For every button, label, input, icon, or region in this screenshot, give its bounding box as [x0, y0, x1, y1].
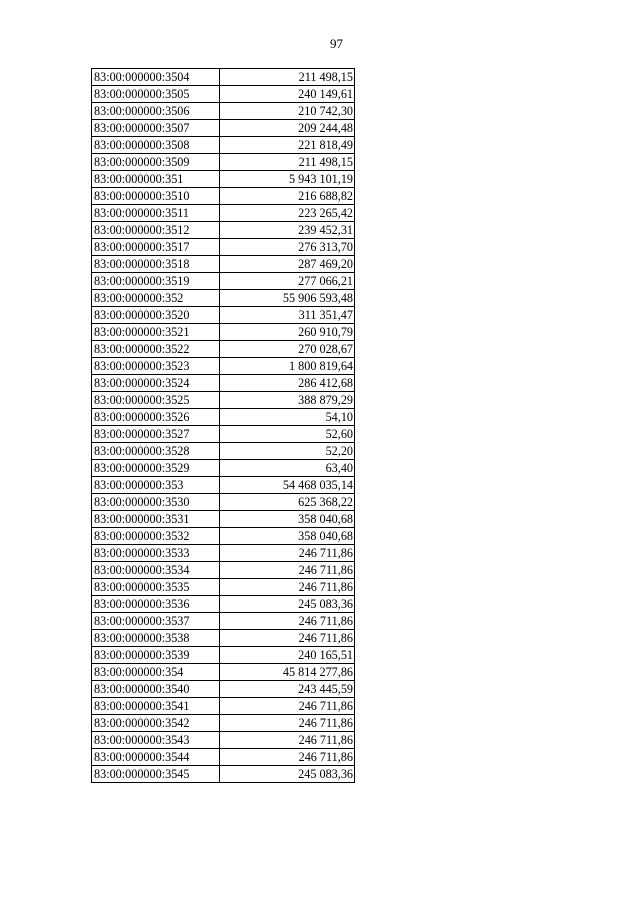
cadastral-number-cell: 83:00:000000:3522 [92, 341, 220, 358]
cadastral-number-cell: 83:00:000000:3509 [92, 154, 220, 171]
table-row [92, 528, 355, 545]
value-cell: 5 943 101,19 [220, 171, 355, 188]
table-row [92, 494, 355, 511]
table-row [92, 511, 355, 528]
value-cell: 239 452,31 [220, 222, 355, 239]
value-cell: 245 083,36 [220, 596, 355, 613]
table-row [92, 69, 355, 86]
cadastral-number-cell: 83:00:000000:3527 [92, 426, 220, 443]
table-row [92, 477, 355, 494]
cadastral-number-cell: 83:00:000000:3528 [92, 443, 220, 460]
cadastral-number-cell: 83:00:000000:3525 [92, 392, 220, 409]
table-row [92, 222, 355, 239]
value-cell: 246 711,86 [220, 698, 355, 715]
value-cell: 246 711,86 [220, 545, 355, 562]
value-cell: 246 711,86 [220, 749, 355, 766]
value-cell: 211 498,15 [220, 69, 355, 86]
table-row [92, 715, 355, 732]
cadastral-number-cell: 83:00:000000:3533 [92, 545, 220, 562]
cadastral-table-container [91, 68, 355, 783]
table-row [92, 307, 355, 324]
table-row [92, 460, 355, 477]
cadastral-number-cell: 83:00:000000:3535 [92, 579, 220, 596]
cadastral-number-cell: 83:00:000000:3512 [92, 222, 220, 239]
value-cell: 52,60 [220, 426, 355, 443]
table-row [92, 630, 355, 647]
cadastral-number-cell: 83:00:000000:3523 [92, 358, 220, 375]
cadastral-number-cell: 83:00:000000:3541 [92, 698, 220, 715]
cadastral-number-cell: 83:00:000000:3534 [92, 562, 220, 579]
cadastral-number-cell: 83:00:000000:3537 [92, 613, 220, 630]
table-row [92, 273, 355, 290]
table-row [92, 613, 355, 630]
table-row [92, 256, 355, 273]
cadastral-number-cell: 83:00:000000:3540 [92, 681, 220, 698]
value-cell: 55 906 593,48 [220, 290, 355, 307]
value-cell: 246 711,86 [220, 579, 355, 596]
table-row [92, 324, 355, 341]
table-row [92, 545, 355, 562]
value-cell: 388 879,29 [220, 392, 355, 409]
cadastral-number-cell: 83:00:000000:353 [92, 477, 220, 494]
table-row [92, 647, 355, 664]
value-cell: 246 711,86 [220, 613, 355, 630]
value-cell: 358 040,68 [220, 528, 355, 545]
value-cell: 1 800 819,64 [220, 358, 355, 375]
value-cell: 277 066,21 [220, 273, 355, 290]
table-row [92, 341, 355, 358]
table-row [92, 596, 355, 613]
table-row [92, 358, 355, 375]
value-cell: 246 711,86 [220, 630, 355, 647]
value-cell: 245 083,36 [220, 766, 355, 783]
table-body [92, 69, 355, 783]
cadastral-number-cell: 83:00:000000:3526 [92, 409, 220, 426]
cadastral-number-cell: 83:00:000000:3508 [92, 137, 220, 154]
table-row [92, 137, 355, 154]
cadastral-number-cell: 83:00:000000:354 [92, 664, 220, 681]
value-cell: 276 313,70 [220, 239, 355, 256]
page-number: 97 [330, 36, 343, 51]
value-cell: 243 445,59 [220, 681, 355, 698]
value-cell: 246 711,86 [220, 732, 355, 749]
value-cell: 246 711,86 [220, 715, 355, 732]
cadastral-number-cell: 83:00:000000:351 [92, 171, 220, 188]
table-row [92, 426, 355, 443]
value-cell: 311 351,47 [220, 307, 355, 324]
value-cell: 246 711,86 [220, 562, 355, 579]
cadastral-number-cell: 83:00:000000:3539 [92, 647, 220, 664]
cadastral-number-cell: 83:00:000000:3530 [92, 494, 220, 511]
cadastral-number-cell: 83:00:000000:3511 [92, 205, 220, 222]
table-row [92, 562, 355, 579]
cadastral-number-cell: 83:00:000000:3544 [92, 749, 220, 766]
table-row [92, 664, 355, 681]
value-cell: 358 040,68 [220, 511, 355, 528]
cadastral-number-cell: 83:00:000000:3517 [92, 239, 220, 256]
cadastral-number-cell: 83:00:000000:3532 [92, 528, 220, 545]
value-cell: 287 469,20 [220, 256, 355, 273]
table-row [92, 766, 355, 783]
table-row [92, 732, 355, 749]
cadastral-number-cell: 83:00:000000:3510 [92, 188, 220, 205]
value-cell: 240 165,51 [220, 647, 355, 664]
cadastral-number-cell: 83:00:000000:3520 [92, 307, 220, 324]
value-cell: 45 814 277,86 [220, 664, 355, 681]
value-cell: 286 412,68 [220, 375, 355, 392]
value-cell: 210 742,30 [220, 103, 355, 120]
cadastral-number-cell: 83:00:000000:3536 [92, 596, 220, 613]
table-row [92, 171, 355, 188]
table-row [92, 120, 355, 137]
cadastral-number-cell: 83:00:000000:3507 [92, 120, 220, 137]
table-row [92, 375, 355, 392]
cadastral-number-cell: 83:00:000000:3504 [92, 69, 220, 86]
table-row [92, 409, 355, 426]
cadastral-number-cell: 83:00:000000:352 [92, 290, 220, 307]
table-row [92, 205, 355, 222]
value-cell: 209 244,48 [220, 120, 355, 137]
table-row [92, 392, 355, 409]
table-row [92, 154, 355, 171]
cadastral-number-cell: 83:00:000000:3545 [92, 766, 220, 783]
table-row [92, 86, 355, 103]
table-row [92, 681, 355, 698]
table-row [92, 103, 355, 120]
table-row [92, 239, 355, 256]
table-row [92, 698, 355, 715]
cadastral-number-cell: 83:00:000000:3524 [92, 375, 220, 392]
cadastral-value-table [91, 68, 355, 783]
value-cell: 216 688,82 [220, 188, 355, 205]
table-row [92, 188, 355, 205]
cadastral-number-cell: 83:00:000000:3521 [92, 324, 220, 341]
value-cell: 52,20 [220, 443, 355, 460]
value-cell: 211 498,15 [220, 154, 355, 171]
cadastral-number-cell: 83:00:000000:3519 [92, 273, 220, 290]
cadastral-number-cell: 83:00:000000:3531 [92, 511, 220, 528]
table-row [92, 443, 355, 460]
cadastral-number-cell: 83:00:000000:3543 [92, 732, 220, 749]
cadastral-number-cell: 83:00:000000:3529 [92, 460, 220, 477]
cadastral-number-cell: 83:00:000000:3506 [92, 103, 220, 120]
value-cell: 625 368,22 [220, 494, 355, 511]
cadastral-number-cell: 83:00:000000:3518 [92, 256, 220, 273]
cadastral-number-cell: 83:00:000000:3505 [92, 86, 220, 103]
table-row [92, 290, 355, 307]
value-cell: 223 265,42 [220, 205, 355, 222]
value-cell: 240 149,61 [220, 86, 355, 103]
value-cell: 54 468 035,14 [220, 477, 355, 494]
value-cell: 221 818,49 [220, 137, 355, 154]
value-cell: 63,40 [220, 460, 355, 477]
cadastral-number-cell: 83:00:000000:3542 [92, 715, 220, 732]
value-cell: 260 910,79 [220, 324, 355, 341]
value-cell: 270 028,67 [220, 341, 355, 358]
value-cell: 54,10 [220, 409, 355, 426]
cadastral-number-cell: 83:00:000000:3538 [92, 630, 220, 647]
table-row [92, 579, 355, 596]
table-row [92, 749, 355, 766]
